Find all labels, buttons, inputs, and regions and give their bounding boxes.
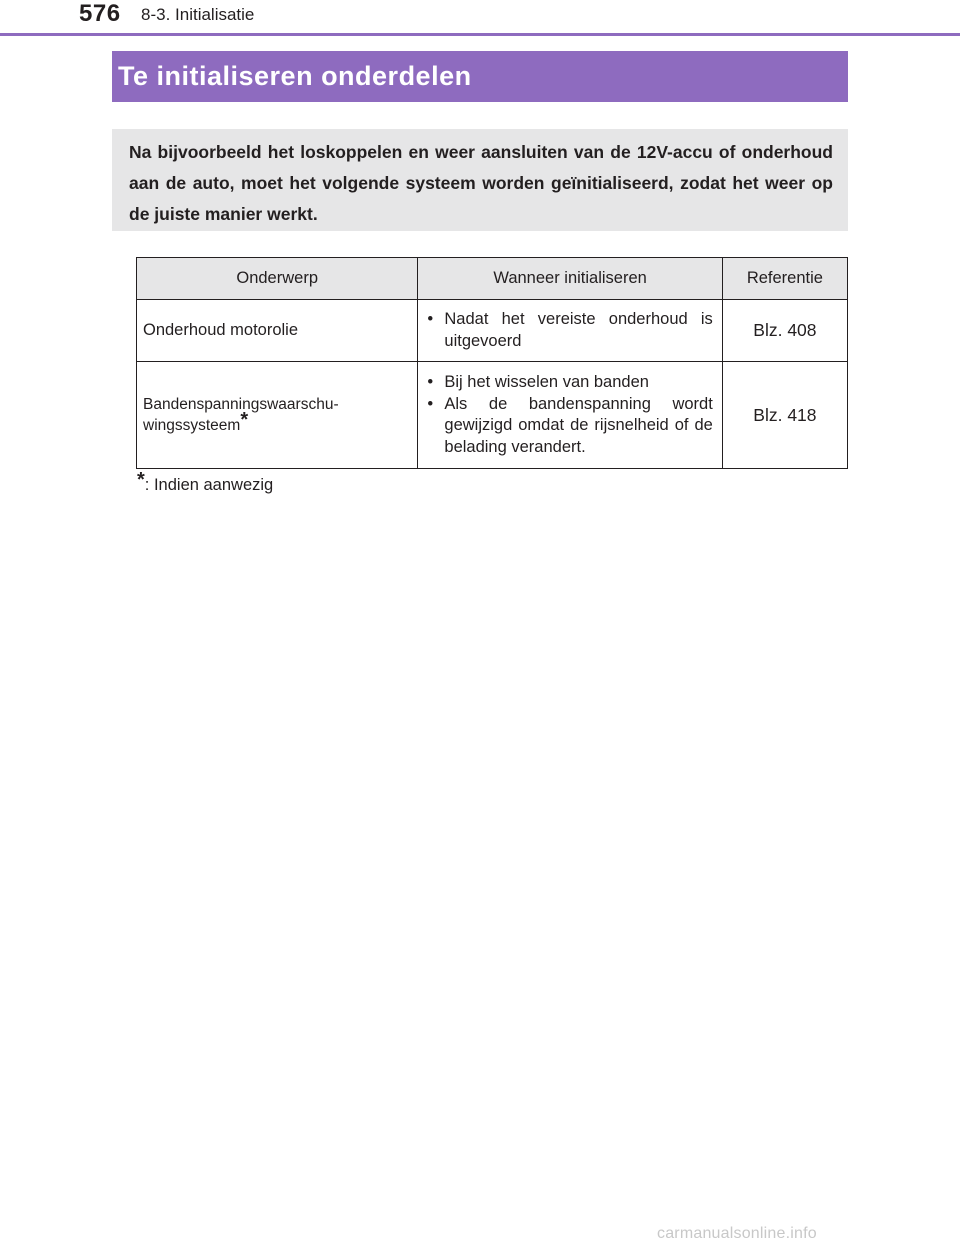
row-when <box>418 362 722 469</box>
page-number: 576 <box>79 0 121 27</box>
table-row <box>137 300 848 362</box>
row-reference: Blz. 418 <box>722 362 847 469</box>
section-title: Te initialiseren onderdelen <box>118 61 472 91</box>
row-topic: Onderhoud motorolie <box>137 300 418 362</box>
section-title-bar <box>112 51 848 102</box>
header-topic: Onderwerp <box>137 258 418 300</box>
watermark: carmanualsonline.info <box>657 1225 817 1242</box>
footnote-marker: * <box>240 409 249 431</box>
topic-line-1: Bandenspanningswaarschu- <box>143 396 339 413</box>
header-when: Wanneer initialiseren <box>418 258 722 300</box>
initialization-table <box>136 257 848 469</box>
header-divider <box>0 33 960 36</box>
intro-box <box>112 129 848 231</box>
footnote-marker: * <box>137 469 145 491</box>
table-header-row <box>137 258 848 300</box>
bullet-item: • Bij het wisselen van banden <box>425 372 712 394</box>
header-reference: Referentie <box>722 258 847 300</box>
intro-text: Na bijvoorbeeld het loskoppelen en weer aansluiten van de 12V-accu of onderhoud aan de auto, moet het volgende systeem worden geïnitialiseerd, zodat het weer op de juiste manier werkt. <box>129 142 833 224</box>
section-label: 8-3. Initialisatie <box>141 5 255 24</box>
topic-line-2: wingssysteem <box>143 417 241 434</box>
table-row <box>137 362 848 469</box>
row-topic <box>137 362 418 469</box>
row-reference: Blz. 408 <box>722 300 847 362</box>
footnote-text: : Indien aanwezig <box>144 476 274 494</box>
footnote <box>137 469 274 495</box>
row-when <box>418 300 722 362</box>
bullet-item: • Nadat het vereiste onderhoud is uitgevoerd <box>425 309 712 352</box>
bullet-item: • Als de bandenspanning wordt gewijzigd omdat de rijsnelheid of de belading verandert. <box>425 394 712 459</box>
